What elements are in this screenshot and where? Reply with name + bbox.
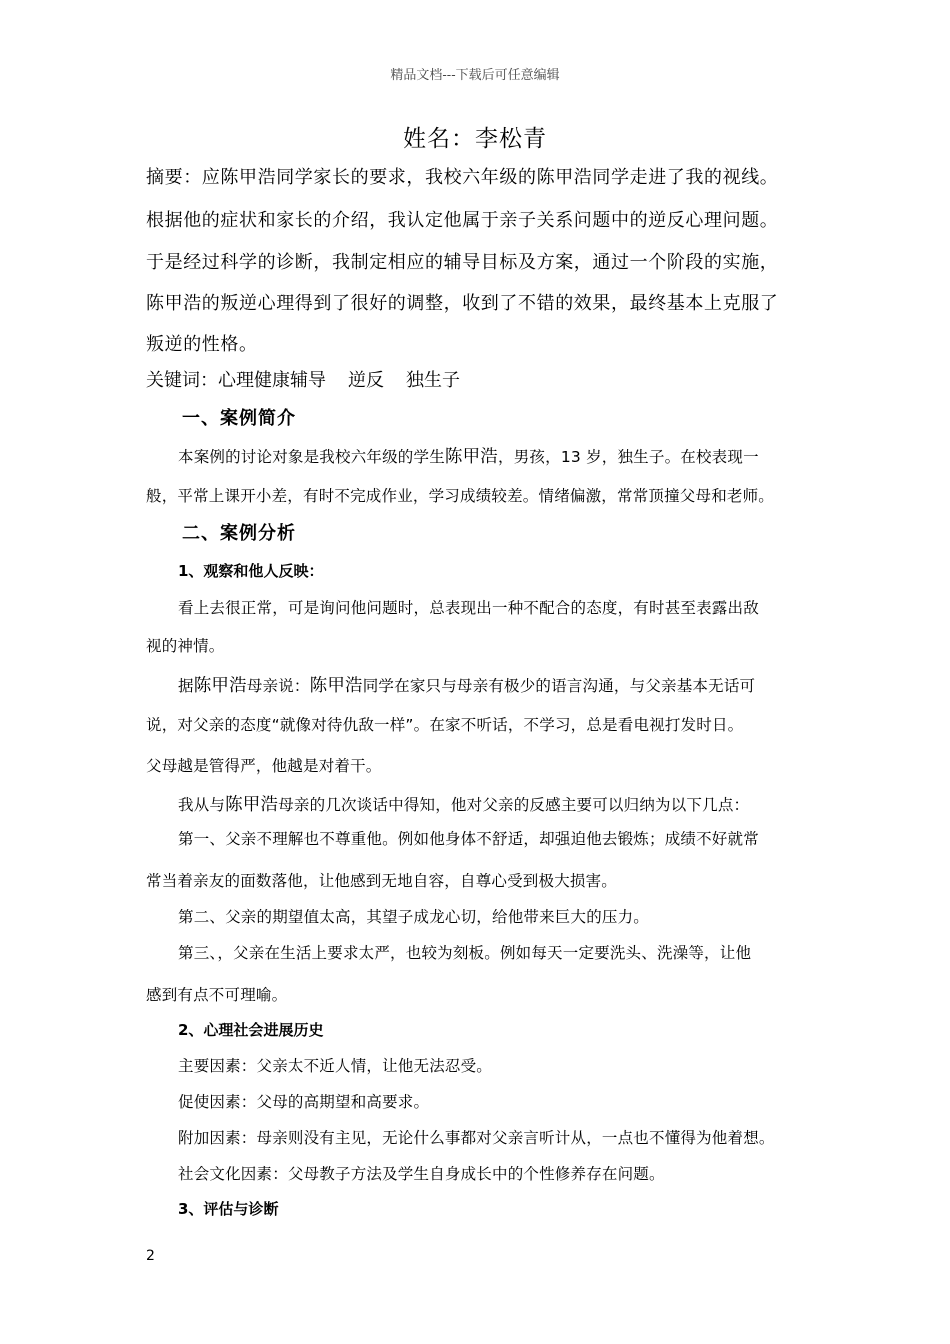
paragraph-line: 第三、，父亲在生活上要求太严，也较为刻板。例如每天一定要洗头、洗澡等，让他: [178, 944, 752, 962]
text-span: 母亲的几次谈话中得知，他对父亲的反感主要可以归纳为以下几点：: [278, 796, 750, 814]
abstract-line: 根据他的症状和家长的介绍，我认定他属于亲子关系问题中的逆反心理问题。: [146, 210, 779, 231]
paragraph-line: 第一、父亲不理解也不尊重他。例如他身体不舒适，却强迫他去锻炼；成绩不好就常: [178, 830, 759, 848]
paragraph-line: [178, 791, 749, 816]
factor-line: 社会文化因素：父母教子方法及学生自身成长中的个性修养存在问题。: [178, 1165, 665, 1183]
paragraph-line: 感到有点不可理喻。: [146, 986, 288, 1004]
factor-line: 主要因素：父亲太不近人情，让他无法忍受。: [178, 1057, 493, 1075]
paragraph-line: 第二、父亲的期望值太高，其望子成龙心切，给他带来巨大的压力。: [178, 908, 650, 926]
abstract-line: 于是经过科学的诊断，我制定相应的辅导目标及方案，通过一个阶段的实施，: [146, 252, 779, 273]
paragraph-line: [178, 443, 759, 468]
paragraph-line: 般，平常上课开小差，有时不完成作业，学习成绩较差。情绪偏激，常常顶撞父母和老师。: [146, 487, 775, 505]
author-title: 姓名：李松青: [403, 126, 547, 152]
section-heading: 一、案例简介: [182, 408, 296, 429]
subsection-heading: 1、观察和他人反映：: [178, 562, 324, 580]
abstract-line: 陈甲浩的叛逆心理得到了很好的调整，收到了不错的效果，最终基本上克服了: [146, 293, 779, 314]
paragraph-line: 视的神情。: [146, 637, 225, 655]
text-span: 我从与: [178, 796, 226, 814]
student-name: 陈甲浩: [225, 795, 279, 815]
keyword: 心理健康辅导: [218, 370, 326, 391]
page-header: 精品文档---下载后可任意编辑: [390, 68, 560, 83]
text-span: 据: [178, 677, 194, 695]
paragraph-line: 看上去很正常，可是询问他问题时，总表现出一种不配合的态度，有时甚至表露出敌: [178, 599, 759, 617]
keywords-label: 关键词：: [146, 370, 218, 391]
abstract-line: 叛逆的性格。: [146, 334, 258, 355]
text-span: 母亲说：: [246, 677, 310, 695]
section-heading: 二、案例分析: [182, 523, 296, 544]
abstract-line: 摘要：应陈甲浩同学家长的要求，我校六年级的陈甲浩同学走进了我的视线。: [146, 167, 779, 188]
keyword: 逆反: [348, 370, 384, 391]
paragraph-line: 说，对父亲的态度“就像对待仇敌一样”。在家不听话，不学习，总是看电视打发时日。: [146, 716, 744, 734]
page-number: 2: [146, 1248, 155, 1264]
text-span: 同学在家只与母亲有极少的语言沟通，与父亲基本无话可: [362, 677, 756, 695]
paragraph-line: 常当着亲友的面数落他，让他感到无地自容，自尊心受到极大损害。: [146, 872, 618, 890]
text-span: 本案例的讨论对象是我校六年级的学生: [178, 448, 445, 466]
text-span: ，男孩，13 岁，独生子。在校表现一: [498, 448, 759, 466]
subsection-heading: 3、评估与诊断: [178, 1200, 279, 1218]
subsection-heading: 2、心理社会进展历史: [178, 1021, 324, 1039]
keywords: [146, 366, 482, 392]
keyword: 独生子: [406, 370, 460, 391]
paragraph-line: [178, 672, 755, 697]
paragraph-line: 父母越是管得严，他越是对着干。: [146, 757, 382, 775]
student-name: 陈甲浩: [309, 676, 363, 696]
factor-line: 附加因素：母亲则没有主见，无论什么事都对父亲言听计从，一点也不懂得为他着想。: [178, 1129, 775, 1147]
factor-line: 促使因素：父母的高期望和高要求。: [178, 1093, 430, 1111]
student-name: 陈甲浩: [193, 676, 247, 696]
student-name: 陈甲浩: [444, 447, 499, 467]
